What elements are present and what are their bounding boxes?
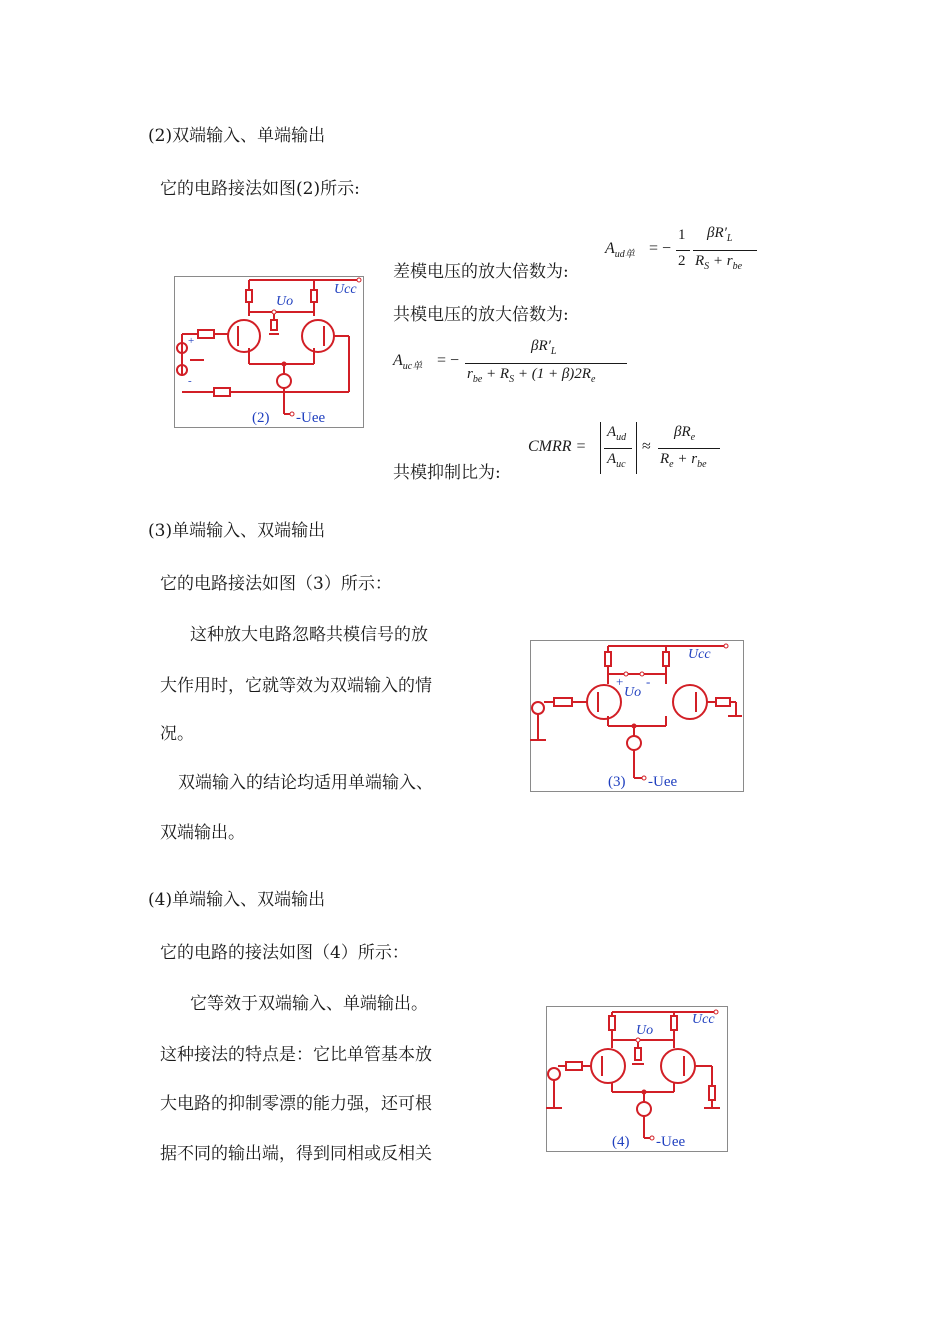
minus-mark: - — [188, 375, 192, 387]
vee-label: -Uee — [648, 774, 678, 790]
circuit-wires — [530, 646, 742, 778]
output-terminal — [272, 310, 276, 314]
plus-mark: + — [188, 335, 195, 347]
formula-diff-gain: $A_{ud单}$ = − 1 2 $\beta R'_L$ $R_S + r_{be}$ — [605, 225, 765, 280]
cmrr-label: 共模抑制比为: — [393, 463, 501, 483]
vcc-terminal — [357, 278, 361, 282]
circuit-figure-3 — [530, 640, 744, 792]
circuit-wires — [177, 280, 359, 414]
section-2-heading: (2)双端输入、单端输出 — [148, 126, 326, 146]
circuit-figure-4 — [546, 1006, 728, 1152]
section-3-para1-line1: 这种放大电路忽略共模信号的放 — [190, 625, 428, 645]
section-3-heading: (3)单端输入、双端输出 — [148, 521, 326, 541]
figure-caption: (3) — [608, 774, 626, 790]
junction-dot — [642, 1090, 647, 1095]
output-terminal — [636, 1038, 640, 1042]
figure-frame — [175, 277, 364, 428]
circuit-wires — [546, 1012, 720, 1138]
section-3-intro: 它的电路接法如图（3）所示： — [160, 574, 392, 594]
section-4-para-line4: 据不同的输出端，得到同相或反相关 — [160, 1144, 432, 1164]
output-label: Uo — [636, 1023, 654, 1038]
vee-terminal — [650, 1136, 654, 1140]
vcc-terminal — [714, 1010, 718, 1014]
circuit-figure-2 — [174, 276, 364, 428]
output-label: Uo — [276, 294, 294, 309]
section-2-intro: 它的电路接法如图(2)所示: — [160, 179, 360, 199]
section-4-para-line3: 大电路的抑制零漂的能力强，还可根 — [160, 1094, 432, 1114]
section-3-para2-line1: 双端输入的结论均适用单端输入、 — [178, 773, 433, 793]
figure-frame — [531, 641, 744, 792]
vee-label: -Uee — [296, 410, 326, 426]
section-3-para1-line3: 况。 — [160, 724, 194, 744]
figure-caption: (4) — [612, 1134, 630, 1150]
vcc-label: Ucc — [692, 1012, 715, 1027]
section-4-para-line1: 它等效于双端输入、单端输出。 — [190, 994, 428, 1014]
common-gain-label: 共模电压的放大倍数为: — [393, 305, 569, 325]
vee-terminal — [290, 412, 294, 416]
section-3-para1-line2: 大作用时，它就等效为双端输入的情 — [160, 676, 432, 696]
formula-common-gain: $A_{uc单}$ = − $\beta R'_L$ $r_{be} + R_S + (1 + \beta)2R_e$ — [393, 338, 643, 393]
vee-terminal — [642, 776, 646, 780]
figure-caption: (2) — [252, 410, 270, 426]
output-terminal-minus — [640, 672, 644, 676]
output-terminal-plus — [624, 672, 628, 676]
output-label: Uo — [624, 685, 642, 700]
section-4-para-line2: 这种接法的特点是：它比单管基本放 — [160, 1045, 432, 1065]
junction-dot — [632, 724, 637, 729]
section-4-heading: (4)单端输入、双端输出 — [148, 890, 326, 910]
section-4-intro: 它的电路的接法如图（4）所示： — [160, 943, 409, 963]
vcc-terminal — [724, 644, 728, 648]
plus-mark: + — [616, 674, 624, 689]
section-3-para2-line2: 双端输出。 — [160, 823, 245, 843]
vcc-label: Ucc — [334, 282, 357, 297]
junction-dot — [282, 362, 287, 367]
vee-label: -Uee — [656, 1134, 686, 1150]
vcc-label: Ucc — [688, 647, 711, 662]
minus-mark: - — [646, 674, 651, 689]
diff-gain-label: 差模电压的放大倍数为: — [393, 262, 569, 282]
formula-cmrr: CMRR = $A_{ud}$ $A_{uc}$ ≈ $\beta R_e$ $R_e + r_{be}$ — [528, 420, 728, 480]
